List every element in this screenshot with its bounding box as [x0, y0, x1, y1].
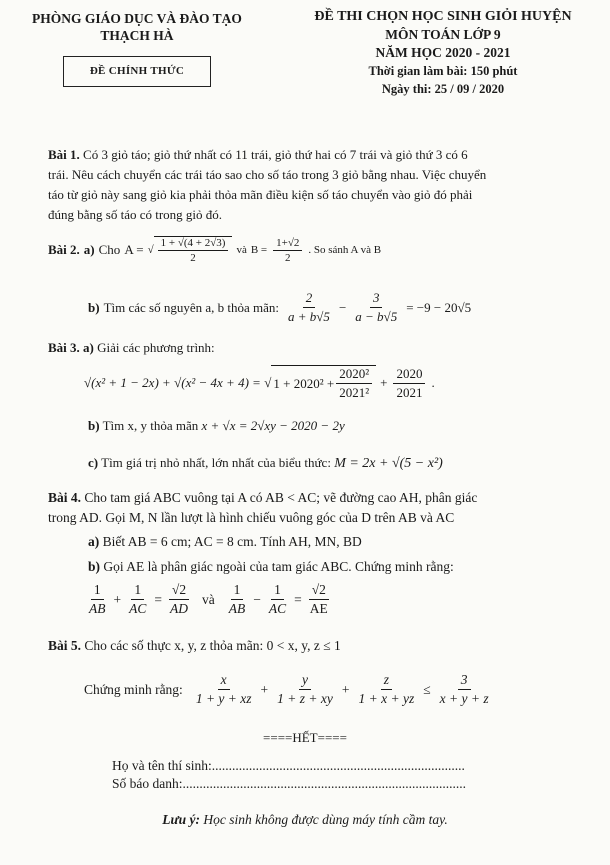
t3-den: 1 + x + yz [358, 691, 415, 706]
bai2-f1-num: 2 [303, 290, 316, 308]
r-den: x + y + z [439, 691, 489, 706]
bai4-label: Bài 4. [48, 490, 82, 505]
bai2-b-row [88, 290, 471, 325]
duration: Thời gian làm bài: 150 phút [368, 64, 518, 78]
bai2-b-eq: B = [250, 244, 268, 256]
bai3-lhs1: √(x² + 1 − 2x) [84, 375, 159, 390]
bai4-a-text: Biết AB = 6 cm; AC = 8 cm. Tính AH, MN, BD [102, 534, 362, 549]
exam-title: ĐỀ THI CHỌN HỌC SINH GIỎI HUYỆN [314, 9, 572, 24]
bai3-equation: √(x² + 1 − 2x) + √(x² − 4x + 4) = √ 1 + 2020² + $\frac{\text{2020²}}{\text{2021²}}$ + $\frac{2020}{2021}$ . [84, 365, 435, 400]
e1-d1: AB [89, 601, 106, 616]
bai3-plus: + [162, 375, 171, 390]
bai3-label: Bài 3. [48, 340, 80, 355]
bai2-part-a: a) [83, 242, 95, 257]
bai4-b-row [88, 559, 454, 575]
bai2-a-row: Bài 2. a) Cho A = √ $\frac{1 + √(4 + 2√3)}{2}$ và B = $\frac{1+√2}{2}$ . So sánh A và B [48, 236, 382, 264]
bai3-end: . [431, 375, 435, 390]
note-label: Lưu ý: [162, 812, 200, 827]
r-num: 3 [458, 672, 471, 690]
bai3-c-text: Tìm giá trị nhỏ nhất, lớn nhất của biểu thức: [101, 455, 331, 470]
bai2-va: và [236, 244, 247, 256]
bai3-a-text: Giải các phương trình: [97, 340, 215, 355]
e2-eq: = [294, 591, 302, 607]
e2-d1: AB [228, 601, 246, 616]
bai1-text1: Có 3 giỏ táo; giỏ thứ nhất có 11 trái, giỏ thứ hai có 7 trái và giỏ thứ 3 có 6 [83, 147, 468, 162]
e2-op: − [253, 591, 261, 607]
bai3-eq: = [252, 375, 261, 390]
bai3-f-den: 2021² [339, 385, 370, 400]
subject: MÔN TOÁN LỚP 9 [385, 27, 501, 42]
t1-den: 1 + y + xz [195, 691, 252, 706]
t2-den: 1 + z + xy [277, 691, 333, 706]
dept-line2: THẠCH HÀ [100, 28, 174, 43]
e1-n1: 1 [91, 582, 104, 600]
bai1-line4: đúng bằng số táo có trong giỏ đó. [48, 207, 223, 222]
e2-rn: √2 [309, 582, 329, 600]
bai2-b-num: 1+√2 [273, 237, 302, 251]
end-mark: ====HẾT==== [263, 730, 347, 745]
e1-eq: = [154, 591, 163, 607]
bai3-a-row [48, 340, 215, 356]
t2-num: y [299, 672, 311, 690]
e2-n1: 1 [231, 582, 244, 600]
bai1-line3: táo từ giỏ này sang giỏ kia phải thỏa mãn điều kiện số táo chuyển vào giỏ đó phải [48, 187, 473, 202]
bai5-prove: Chứng minh rằng: [84, 681, 183, 697]
bai1-line1 [48, 147, 468, 163]
t3-num: z [381, 672, 392, 690]
bai2-minus: − [338, 299, 347, 315]
e1-d2: AC [129, 601, 147, 616]
bai5-label: Bài 5. [48, 638, 82, 653]
e1-rn: √2 [169, 582, 189, 600]
note-text: Học sinh không được dùng máy tính cầm tay. [203, 812, 448, 827]
bai3-lhs2: √(x² − 4x + 4) [174, 375, 249, 390]
bai1-label: Bài 1. [48, 147, 80, 162]
bai3-part-c: c) [88, 455, 99, 470]
bai2-f1-den: a + b√5 [288, 309, 330, 324]
t1-num: x [218, 672, 230, 690]
exam-date: Ngày thi: 25 / 09 / 2020 [381, 82, 505, 96]
bai2-a-num: 1 + √(4 + 2√3) [158, 237, 229, 251]
name-label: Họ và tên thí sinh: [112, 758, 212, 773]
bai4-text1: Cho tam giá ABC vuông tại A có AB < AC; vẽ đường cao AH, phân giác [84, 490, 478, 505]
bai4-identities [84, 582, 333, 617]
bai2-a-eq: A = [124, 242, 144, 257]
bai4-part-b: b) [88, 559, 101, 574]
bai5-text: Cho các số thực x, y, z thỏa mãn: 0 < x, y, z ≤ 1 [84, 638, 341, 653]
bai2-b-den: 2 [285, 251, 291, 264]
bai3-b-text: Tìm x, y thỏa mãn [102, 418, 199, 433]
bai2-f2-den: a − b√5 [355, 309, 398, 324]
e2-d2: AC [268, 601, 287, 616]
bai3-part-a: a) [83, 340, 94, 355]
bai4-b-text: Gọi AE là phân giác ngoài của tam giác ABC. Chứng minh rằng: [103, 559, 454, 574]
e1-n2: 1 [131, 582, 144, 600]
bai3-f2-num: 2020 [393, 366, 425, 384]
name-row [112, 758, 465, 774]
bai3-b-expr: x + √x = 2√xy − 2020 − 2y [201, 418, 345, 433]
official-box: ĐỀ CHÍNH THỨC [63, 56, 211, 87]
bai2-cho: Cho [98, 242, 121, 257]
bai2-f2-num: 3 [370, 290, 383, 308]
bai2-b-text: Tìm các số nguyên a, b thỏa mãn: [103, 299, 280, 315]
bai3-rad-main: 1 + 2020² + [273, 375, 335, 391]
bai5-row [48, 638, 341, 654]
header-left [22, 10, 252, 87]
dept-line1: PHÒNG GIÁO DỤC VÀ ĐÀO TẠO [32, 11, 242, 26]
bai2-rhs: = −9 − 20√5 [406, 299, 472, 315]
id-row [112, 776, 466, 792]
bai4-line2: trong AD. Gọi M, N lần lượt là hình chiếu vuông góc của D trên AB và AC [48, 510, 455, 525]
header-right [282, 8, 604, 98]
e2-rd: AE [309, 601, 328, 616]
id-label: Số báo danh: [112, 776, 183, 791]
bai2-part-b: b) [88, 299, 100, 315]
bai2-label: Bài 2. [48, 242, 80, 257]
bai3-f-num: 2020² [336, 366, 372, 384]
bai4-va: và [202, 591, 215, 607]
bai2-compare: . So sánh A và B [308, 244, 382, 256]
bai3-plus2: + [380, 375, 388, 390]
op1: + [260, 681, 269, 697]
e1-rd: AD [170, 601, 189, 616]
bai1-line2: trái. Nêu cách chuyển các trái táo sao cho số táo trong 3 giỏ bằng nhau. Việc chuyển [48, 167, 487, 182]
bai3-f2-den: 2021 [396, 384, 423, 400]
bai3-c-expr: M = 2x + √(5 − x²) [334, 456, 443, 471]
bai4-line1 [48, 490, 477, 506]
e1-op: + [113, 591, 122, 607]
school-year: NĂM HỌC 2020 - 2021 [375, 45, 511, 60]
e2-n2: 1 [271, 582, 284, 600]
bai4-part-a: a) [88, 534, 100, 549]
bai4-a-row [88, 534, 362, 550]
le: ≤ [423, 681, 431, 697]
op2: + [341, 681, 350, 697]
name-dots: ........................................................................... [211, 758, 465, 773]
note-row [0, 812, 610, 828]
bai3-c-row [88, 455, 443, 472]
id-dots: .................................................................................... [182, 776, 466, 791]
bai2-a-den: 2 [190, 252, 196, 264]
bai5-inequality [84, 672, 494, 707]
bai3-b-row [88, 418, 345, 434]
bai3-part-b: b) [88, 418, 100, 433]
